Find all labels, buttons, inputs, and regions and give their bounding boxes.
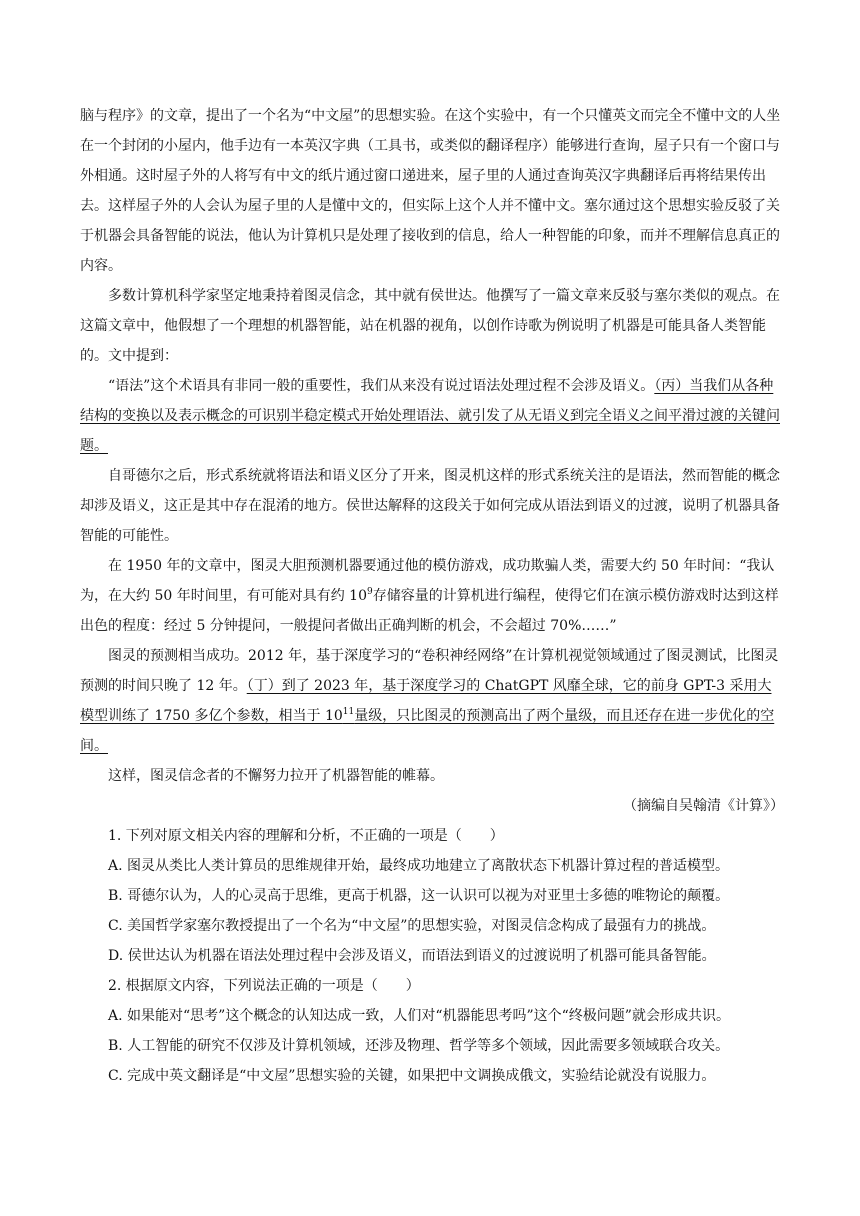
question-1-option-b: B. 哥德尔认为，人的心灵高于思维，更高于机器，这一认识可以视为对亚里士多德的唯物论的颠覆。: [108, 888, 730, 904]
question-2-option-c: C. 完成中英文翻译是“中文屋”思想实验的关键，如果把中文调换成俄文，实验结论就没有说服力。: [108, 1068, 716, 1084]
question-2: [80, 971, 784, 1091]
syntax-quote-text: “语法”这个术语具有非同一般的重要性，我们从来没有说过语法处理过程不会涉及语义。: [108, 378, 655, 394]
source-citation: （摘编自吴翰清《计算》）: [623, 798, 784, 814]
exponent-9: 9: [366, 587, 373, 597]
question-2-option-b: B. 人工智能的研究不仅涉及计算机领域，还涉及物理、哲学等多个领域，因此需要多领域联合攻关。: [108, 1038, 730, 1054]
question-1: [80, 821, 784, 971]
turing-quote-start: “我认为，在大约 50 年时间里，有可能对具有约 10: [80, 558, 775, 604]
deep-learning-text: 图灵的预测相当成功。2012 年，基于深度学习的“卷积神经网络”在计算机视觉领域通过了图灵测试，比图灵预测的时间只晚了 12 年。: [80, 648, 779, 694]
question-1-stem: 1. 下列对原文相关内容的理解和分析，不正确的一项是（ ）: [108, 828, 504, 844]
paragraph-turing-prediction: [80, 551, 784, 641]
question-1-option-c: C. 美国哲学家塞尔教授提出了一个名为“中文屋”的思想实验，对图灵信念构成了最强有力的挑战。: [108, 918, 716, 934]
underlined-sentence-bing: （丙）当我们从各种结构的变换以及表示概念的可识别半稳定模式开始处理语法、就引发了从无语义到完全语义之间平滑过渡的关键问题。: [80, 378, 780, 454]
paragraph-godel: 自哥德尔之后，形式系统就将语法和语义区分了开来，图灵机这样的形式系统关注的是语法，然而智能的概念却涉及语义，这正是其中存在混淆的地方。侯世达解释的这段关于如何完成从语法到语义的过渡，说明了机器具备智能的可能性。: [80, 468, 780, 544]
turing-quote-end: 存储容量的计算机进行编程，使得它们在演示模仿游戏时达到这样出色的程度：经过 5 分钟提问，一般提问者做出正确判断的机会，不会超过 70%……”: [80, 588, 779, 634]
question-1-option-a: A. 图灵从类比人类计算员的思维规律开始，最终成功地建立了离散状态下机器计算过程的普适模型。: [108, 858, 730, 874]
turing-prediction-intro: 在 1950 年的文章中，图灵大胆预测机器要通过他的模仿游戏，成功欺骗人类，需要大约 50 年时间：: [108, 558, 740, 574]
paragraph-syntax-quote: [80, 371, 784, 461]
paragraph-deep-learning: [80, 641, 784, 761]
question-1-option-d: D. 侯世达认为机器在语法处理过程中会涉及语义，而语法到语义的过渡说明了机器可能具备智能。: [108, 948, 716, 964]
paragraph-hofstadter: 多数计算机科学家坚定地秉持着图灵信念，其中就有侯世达。他撰写了一篇文章来反驳与塞尔类似的观点。在这篇文章中，他假想了一个理想的机器智能，站在机器的视角，以创作诗歌为例说明了机器是可能具备人类智能的。文中提到：: [80, 288, 780, 364]
question-2-stem: 2. 根据原文内容，下列说法正确的一项是（ ）: [108, 978, 420, 994]
question-2-option-a: A. 如果能对“思考”这个概念的认知达成一致，人们对“机器能思考吗”这个“终极问题”就会形成共识。: [108, 1008, 730, 1024]
exponent-11: 11: [342, 707, 355, 717]
paragraph-conclusion: 这样，图灵信念者的不懈努力拉开了机器智能的帷幕。: [108, 768, 444, 784]
underlined-ding-end: 量级，只比图灵的预测高出了两个量级，而且还存在进一步优化的空间。: [80, 708, 775, 754]
paragraph-chinese-room: 脑与程序》的文章，提出了一个名为“中文屋”的思想实验。在这个实验中，有一个只懂英文而完全不懂中文的人坐在一个封闭的小屋内，他手边有一本英汉字典（工具书，或类似的翻译程序）能够进行查询，屋子只有一个窗口与外相通。这时屋子外的人将写有中文的纸片通过窗口递进来，屋子里的人通过查询英汉字典翻译后再将结果传出去。这样屋子外的人会认为屋子里的人是懂中文的，但实际上这个人并不懂中文。塞尔通过这个思想实验反驳了关于机器会具备智能的说法，他认为计算机只是处理了接收到的信息，给人一种智能的印象，而并不理解信息真正的内容。: [80, 108, 781, 274]
underlined-ding-start: （丁）到了 2023 年，基于深度学习的 ChatGPT 风靡全球，它的前身 GPT-3 采用大模型训练了 1750 多亿个参数，相当于 10: [80, 678, 772, 724]
